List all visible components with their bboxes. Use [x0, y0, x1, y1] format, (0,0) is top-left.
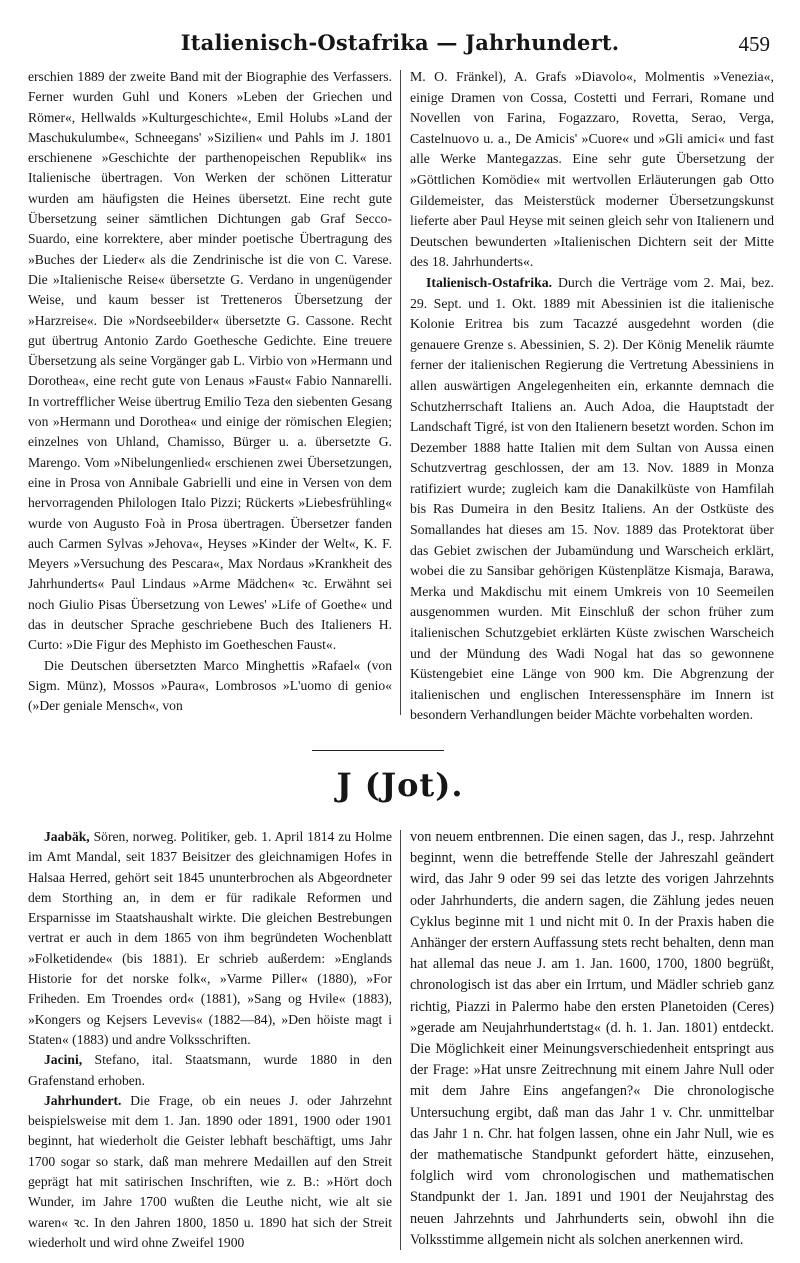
entry-headword: Jacini, [44, 1052, 83, 1068]
entry-jaabaek [28, 827, 392, 1050]
entry-italienisch-ostafrika [410, 273, 774, 726]
entry-text: Die Frage, ob ein neues J. oder Jahrzehnt beispielsweise mit dem 1. Jan. 1890 oder 1891, 1900 oder 1901 beginnt, hat wiederholt die Geister lebhaft beschäftigt, ums Jahr 1700 sogar so stark, daß man mehrere Medaillen auf den Streit geprägt hat mit satirischen Inschriften, wie z. B.: »Hört doch Wunder, im Jahre 1700 wußten die Leuthe nicht, wie alt sie waren« ꝛc. In den Jahren 1800, 1850 u. 1890 hat sich der Streit wiederholt und wird ohne Zweifel 1900 [28, 1092, 392, 1250]
paragraph: M. O. Fränkel), A. Grafs »Diavolo«, Molmentis »Venezia«, einige Dramen von Cossa, Costetti und Ferrari, Romane und Novellen von Farina, Fogazzaro, Rovetta, Serao, Verga, Castelnuovo u. a., De Amicis' »Cuore« und »Gli amici« und fast alle Werke Mantegazzas. Eine sehr gute Übersetzung der »Göttlichen Komödie« mit wertvollen Erläuterungen gab Otto Gildemeister, das Meisterstück moderner Übersetzungskunst lieferte aber Paul Heyse mit seinen gleich sehr von Italienern und Deutschen bewunderten »Italienischen Dichtern seit der Mitte des 18. Jahrhunderts«. [410, 69, 774, 270]
bottom-left-column [28, 827, 392, 1253]
entry-headword: Jahrhundert. [44, 1092, 122, 1108]
column-divider-top [400, 70, 401, 715]
entry-jahrhundert [28, 1091, 392, 1253]
entry-jacini [28, 1050, 392, 1091]
page-header [30, 30, 770, 60]
page-number: 459 [738, 32, 770, 56]
section-rule [312, 750, 444, 751]
paragraph: erschien 1889 der zweite Band mit der Biographie des Verfassers. Ferner wurden Guhl und Koners »Leben der Griechen und Römer«, Hellwalds »Kulturgeschichte«, Emil Holubs »Land der Maschukulumbe«, Schneegans' »Sizilien« und Pahls im J. 1801 erschienene »Geschichte der parthenopeischen Republik« ins Italienische übertragen. Von Werken der schönen Litteratur wurden am häufigsten die Heines übersetzt. Eine recht gute Übersetzung seiner sämtlichen Dichtungen gab Graf Secco-Suardo, eine korrektere, aber minder poetische Übertragung des »Buches der Lieder« als die Zendrinische ist die von C. Varese. Die »Italienische Reise« übersetzte G. Verdano in ungenügender Weise, und kaum besser ist Tretteneros Übersetzung der »Harzreise«. Die »Nordseebilder« übersetzte G. Cassone. Recht gut übertrug Antonio Zardo Goethesche Gedichte. Eine treuere Übersetzung als seine Vorgänger gab L. Virbio von »Hermann und Dorothea«, eine recht gute von Lenaus »Faust« Fabio Nannarelli. In vortrefflicher Weise übertrug Emilio Teza den siebenten Gesang von »Hermann und Dorothea« und einige der römischen Elegien; einzelnes von Uhland, Chamisso, Bürger u. a. übersetzte G. Marengo. Vom »Nibelungenlied« erschienen zwei Übersetzungen, eine in Prosa von Annibale Gabrielli und eine in Versen von dem hervorragenden Philologen Italo Pizzi; Rückerts »Liebesfrühling« wurde von Augusto Foà in Prosa übertragen. Übersetzer fanden auch Carmen Sylvas »Jehova«, Heyses »Kinder der Welt«, K. F. Meyers »Versuchung des Pescara«, Max Nordaus »Krankheit des Jahrhunderts« Paul Lindaus »Arme Mädchen« ꝛc. Erwähnt sei noch Giulio Pisas Übersetzung von Lewes' »Life of Goethe« und das in deutscher Sprache geschriebene Buch des Italieners H. Curto: »Die Figur des Mephisto im Goetheschen Faust«. [28, 69, 392, 653]
entry-headword: Jaabäk, [44, 829, 90, 844]
paragraph: Die Deutschen übersetzten Marco Minghettis »Rafael« (von Sigm. Münz), Mossos »Paura«, Lombrosos »L'uomo di genio« (»Der geniale Mensch«, von [28, 657, 392, 714]
entry-text: Durch die Verträge vom 2. Mai, bez. 29. Sept. und 1. Okt. 1889 mit Abessinien ist die italienische Kolonie Eritrea bis zum Tacazzé ausgedehnt worden (die genauere Grenze s. Abessinien, S. 2). Der König Menelik räumte ferner der italienischen Regierung die Vertretung Abessiniens in allen auswärtigen Angelegenheiten ein, erkannte demnach die Schutzherrschaft Italiens an. Auch Adoa, die Hauptstadt der Landschaft Tigré, ist von den Italienern besetzt worden. Schon im Dezember 1888 hatte Italien mit dem Sultan von Aussa einen Schutzvertrag geschlossen, der am 13. Nov. 1889 in Monza ratifiziert wurde; zugleich kam die Danakilküste von Hamfilah bis Ras Dumeira in den Besitz Italiens. An der Ostküste des Somallandes hat dieses am 15. Nov. 1889 das Protektorat über das Gebiet zwischen der Jubamündung und Warscheich erklärt, wobei die zu Sansibar gehörigen Küstenplätze Kismaja, Barawa, Merka und Makdischu mit einem Umkreis von 10 Seemeilen ausgenommen wurden. Mit Einschluß der schon früher zum italienischen Schutzgebiet erklärten Küste zwischen Warscheich und der Mündung des Wadi Nogal hat das so gewonnene Küstengebiet eine Länge von 900 km. Die Abgrenzung der italienischen und englischen Interessensphäre im Innern ist besondern Verhandlungen beider Mächte vorbehalten worden. [410, 274, 774, 723]
entry-headword: Italienisch-Ostafrika. [426, 274, 553, 290]
entry-text: Sören, norweg. Politiker, geb. 1. April 1814 zu Holme im Amt Mandal, seit 1837 Beisitzer des gleichnamigen Hofes in Halsaa Herred, gehört seit 1845 ununterbrochen als Abgeordneter dem Storthing an, in dem er für radikale Reformen und Ersparnisse im Staatshaushalt wirkte. Die gleichen Bestrebungen vertrat er auch in dem 1865 von ihm begründeten Wochenblatt »Folketidende« (bis 1881). Er schrieb außerdem: »Englands Historie for det norske folk«, »Varme Piller« (1880), »For Friheden. Em Troendes ord« (1881), »Sang og Hvile« (1883), »Kongers og Kejsers Levevis« (1882—84), »Den höiste magt i Staten« (1883) und andre Volksschriften. [28, 829, 392, 1047]
top-left-column [28, 67, 392, 717]
section-heading: J (Jot). [336, 766, 464, 804]
running-title: Italienisch-Ostafrika — Jahrhundert. [180, 30, 620, 55]
paragraph: von neuem entbrennen. Die einen sagen, das J., resp. Jahrzehnt beginnt, wenn die betreffende Stelle der Jahreszahl geändert wird, das Jahr 9 oder 99 sei das letzte des vorigen Jahrzehnts oder Jahrhunderts, die andern sagen, die Zählung jedes neuen Cyklus beginne mit 1 und nicht mit 0. In der Praxis haben die Anhänger der erstern Auffassung stets recht behalten, denn man hat allemal das neue J. am 1. Jan. 1600, 1700, 1800 begrüßt, chronologisch ist das aber ein Irrtum, und Mädler schrieb ganz richtig, Piazzi in Palermo habe den ersten Planetoiden (Ceres) »gerade am Neujahrhundertstag« (d. h. 1. Jan. 1801) entdeckt. Die Möglichkeit einer Meinungsverschiedenheit entspringt aus der Frage: »Hat unsre Zeitrechnung mit einem Jahre Null oder mit dem Jahre Eins angefangen?« Die chronologische Untersuchung ergibt, daß man das Jahr 1 v. Chr. unmittelbar das Jahr 1 n. Chr. hat folgen lassen, ohne ein Jahr Null, wie es der mathematische Standpunkt gefordert hätte, einzusehen, folglich wird vom chronologischen und mathematischen Standpunkt der 1. Jan. 1891 und 1901 der Neujahrstag des neuen Jahrzehnts und Jahrhunderts sein, obwohl ihn die Volksstimme allgemein nicht als solchen anerkennen wird. [410, 829, 774, 1248]
entry-text: Stefano, ital. Staatsmann, wurde 1880 in den Grafenstand erhoben. [28, 1052, 392, 1088]
bottom-right-column [410, 827, 774, 1251]
top-right-column [410, 67, 774, 726]
column-divider-bottom [400, 830, 401, 1250]
